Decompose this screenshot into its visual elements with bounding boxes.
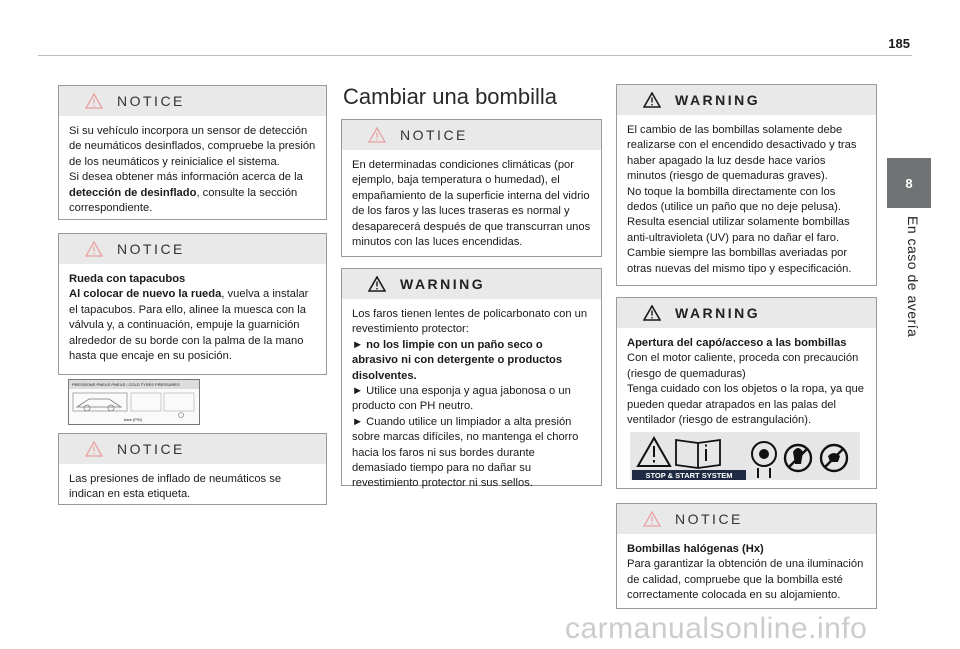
warning-heading: WARNING [400,276,486,292]
notice-hubcaps [58,233,327,375]
notice-title: Rueda con tapacubos [69,273,186,285]
page-number: 185 [888,36,910,51]
notice-text: Al colocar de nuevo la rueda, vuelva a instalar el tapacubos. Para ello, alinee la muesca con la válvula y, a continuación, empuje la guarnición alrededor de su borde con la palma de la mano hasta que encaje en su posición. [69,288,309,363]
warning-title: Apertura del capó/acceso a las bombillas [627,337,847,349]
warning-text: ► Utilice una esponja y agua jabonosa o un producto con PH neutro. [352,385,571,413]
notice-text: Las presiones de inflado de neumáticos se indican en esta etiqueta. [69,473,282,501]
notice-weather [341,119,602,257]
stop-start-label: STOP & START SYSTEM [645,471,733,480]
warning-text: ► Cuando utilice un limpiador a alta presión sobre marcas difíciles, no mantenga el chorro hacia los faros ni sus bordes durante demasiado tiempo para no dañar su revestimiento protector ni sus sellos. [352,415,579,490]
notice-header [59,434,326,464]
warning-text: Los faros tienen lentes de policarbonato con un revestimiento protector: [352,308,588,336]
warning-triangle-icon [643,305,661,321]
notice-text: Para garantizar la obtención de una iluminación de calidad, compruebe que la bombilla esté correctamente colocada en su alojamiento. [627,558,864,602]
warning-hot-bulbs [616,84,877,286]
notice-heading: NOTICE [400,127,468,143]
warning-text: Cambie siempre las bombillas averiadas por otras nuevas del mismo tipo y especificación. [627,247,852,275]
warning-text: No toque la bombilla directamente con los dedos (utilice un paño que no deje pelusa). [627,185,841,214]
tire-label-heading: PRESSIONS PNEUS PNEUS / COLD TYRES PRESSURES [69,380,199,389]
notice-heading: NOTICE [117,93,185,109]
warning-heading: WARNING [675,305,761,321]
notice-halogen [616,503,877,609]
notice-heading: NOTICE [117,241,185,257]
notice-header [617,504,876,534]
top-rule [38,55,912,56]
warning-polycarbonate [341,268,602,490]
notice-text: Si su vehículo incorpora un sensor de detección de neumáticos desinflados, compruebe la presión de los neumáticos y reinicialice el sistema. [69,125,316,168]
notice-label [58,433,327,505]
warning-header [617,298,876,328]
notice-triangle-icon [85,241,103,257]
notice-bold: detección de desinflado [69,186,197,199]
notice-triangle-icon [85,441,103,457]
warning-header [617,85,876,115]
chapter-number: 8 [905,175,913,191]
notice-tpms [58,85,327,220]
notice-bold: Al colocar de nuevo la rueda [69,288,222,301]
notice-header [59,86,326,116]
notice-text: Si desea obtener más información acerca de la detección de desinflado, consulte la sección correspondiente. [69,171,303,215]
warning-triangle-icon [643,92,661,108]
notice-title: Bombillas halógenas (Hx) [627,543,764,555]
warning-header [342,269,601,299]
notice-header [342,120,601,150]
tire-pressure-label-image [68,379,200,425]
notice-text: En determinadas condiciones climáticas (por ejemplo, baja temperatura o humedad), el empañamiento de la superficie interna del vidrio de los faros y las luces traseras es normal y desaparecerá después de que transcurran unos minutos con las luces encendidas. [352,159,591,249]
warning-triangle-icon [368,276,386,292]
tire-label-unit: bars (PSI) [124,417,143,422]
notice-triangle-icon [643,511,661,527]
fan-hazard-pictograms [630,432,860,480]
warning-heading: WARNING [675,92,761,108]
warning-text: Resulta esencial utilizar solamente bombillas anti-ultravioleta (UV) para no dañar el faro. [627,216,850,244]
notice-header [59,234,326,264]
notice-triangle-icon [368,127,386,143]
chapter-tab[interactable] [887,158,931,208]
warning-text: Con el motor caliente, proceda con precaución (riesgo de quemaduras) [627,352,859,380]
chapter-title: En caso de avería [905,216,921,338]
warning-text: Tenga cuidado con los objetos o la ropa, ya que pueden quedar atrapados en las palas del ventilador (riesgo de estrangulación). [627,383,864,427]
notice-heading: NOTICE [117,441,185,457]
notice-triangle-icon [85,93,103,109]
section-title: Cambiar una bombilla [343,84,557,109]
tire-label-graphic [69,389,197,419]
notice-heading: NOTICE [675,511,743,527]
warning-text: El cambio de las bombillas solamente debe realizarse con el encendido desactivado y tras haber apagado la luz desde hace varios minutos (riesgo de quemaduras graves). [627,124,857,183]
watermark: carmanualsonline.info [565,612,868,645]
warning-bold: ► no los limpie con un paño seco o abrasivo ni con detergente o productos disolventes. [352,338,563,382]
